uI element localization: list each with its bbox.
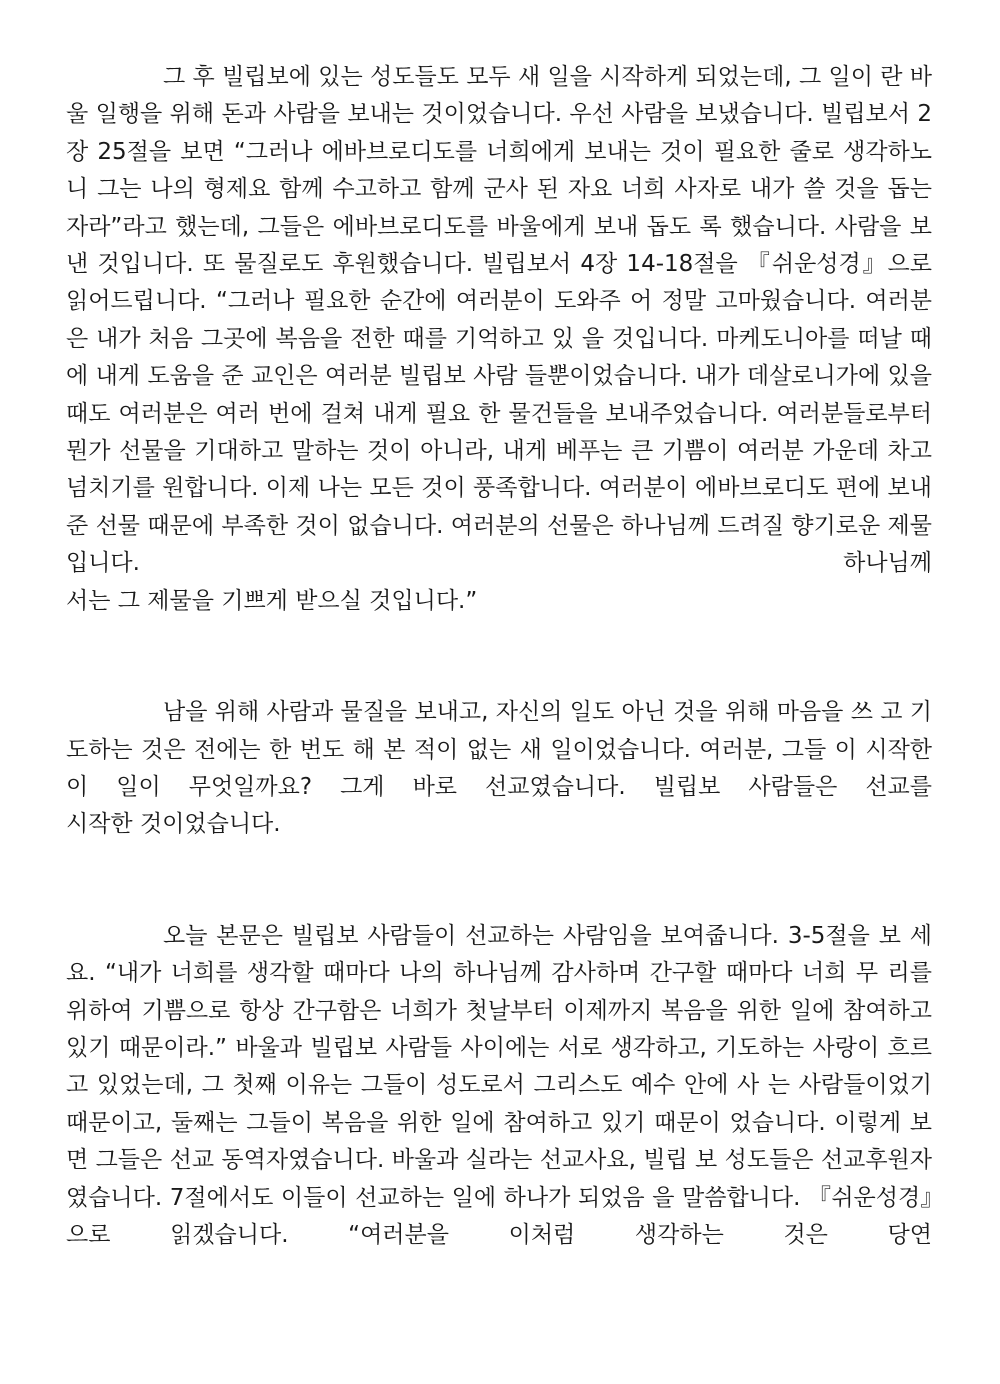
paragraph-last-line: 서는 그 제물을 기쁘게 받으실 것입니다.” <box>66 587 478 614</box>
paragraph-last-line: 시작한 것이었습니다. <box>66 811 281 838</box>
paragraph-body: 남을 위해 사람과 물질을 보내고, 자신의 일도 아닌 것을 위해 마음을 쓰 고 기도하는 것은 전에는 한 번도 해 본 적이 없는 새 일이었습니다. 여러분, 그들 이 시작한 이 일이 무엇일까요? 그게 바로 선교였습니다. 빌립보 사람들은 선교를 <box>66 699 932 800</box>
paragraph-gap <box>66 844 932 918</box>
paragraph-body: 오늘 본문은 빌립보 사람들이 선교하는 사람임을 보여줍니다. 3-5절을 보 세요. “내가 너희를 생각할 때마다 나의 하나님께 감사하며 간구할 때마다 너희 무 리를 위하여 기쁨으로 항상 간구함은 너희가 첫날부터 이제까지 복음을 위한 일에 참여하고 있기 때문이라.” 바울과 빌립보 사람들 사이에는 서로 생각하고, 기도하는 사랑이 흐르고 있었는데, 그 첫째 이유는 그들이 성도로서 그리스도 예수 안에 사 는 사람들이었기 때문이고, 둘째는 그들이 복음을 위한 일에 참여하고 있기 때문이 었습니다. 이렇게 보면 그들은 선교 동역자였습니다. 바울과 실라는 선교사요, 빌립 보 성도들은 선교후원자였습니다. 7절에서도 이들이 선교하는 일에 하나가 되었음 을 말씀합니다. 『쉬운성경』으로 읽겠습니다. “여러분을 이처럼 생각하는 것은 당연 <box>66 922 932 1248</box>
document-page <box>66 59 932 1254</box>
paragraph-philippians-support <box>66 59 932 620</box>
paragraph-gap <box>66 620 932 694</box>
paragraph-body: 그 후 빌립보에 있는 성도들도 모두 새 일을 시작하게 되었는데, 그 일이 란 바울 일행을 위해 돈과 사람을 보내는 것이었습니다. 우선 사람을 보냈습니다. 빌립보서 2장 25절을 보면 “그러나 에바브로디도를 너희에게 보내는 것이 필요한 줄로 생각하노니 그는 나의 형제요 함께 수고하고 함께 군사 된 자요 너희 사자로 내가 쓸 것을 돕는 자라”라고 했는데, 그들은 에바브로디도를 바울에게 보내 돕도 록 했습니다. 사람을 보낸 것입니다. 또 물질로도 후원했습니다. 빌립보서 4장 14-18절을 『쉬운성경』으로 읽어드립니다. “그러나 필요한 순간에 여러분이 도와주 어 정말 고마웠습니다. 여러분은 내가 처음 그곳에 복음을 전한 때를 기억하고 있 을 것입니다. 마케도니아를 떠날 때에 내게 도움을 준 교인은 여러분 빌립보 사람 들뿐이었습니다. 내가 데살로니가에 있을 때도 여러분은 여러 번에 걸쳐 내게 필요 한 물건들을 보내주었습니다. 여러분들로부터 뭔가 선물을 기대하고 말하는 것이 아니라, 내게 베푸는 큰 기쁨이 여러분 가운데 차고 넘치기를 원합니다. 이제 나는 모든 것이 풍족합니다. 여러분이 에바브로디도 편에 보내 준 선물 때문에 부족한 것이 없습니다. 여러분의 선물은 하나님께 드려질 향기로운 제물입니다. 하나님께 <box>66 64 932 577</box>
paragraph-todays-text <box>66 918 932 1255</box>
paragraph-new-work-mission <box>66 694 932 844</box>
